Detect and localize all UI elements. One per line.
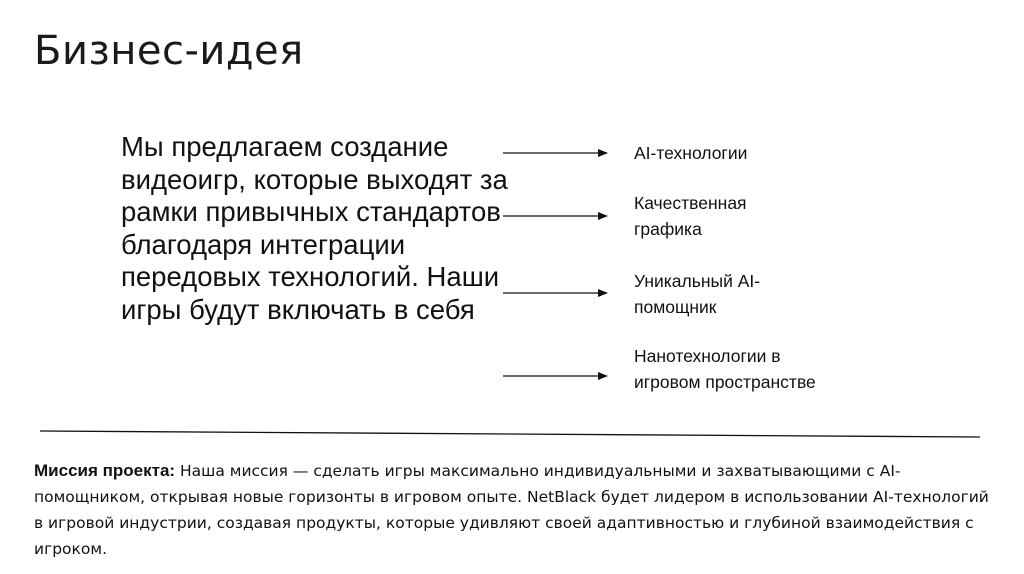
section-divider bbox=[40, 431, 980, 437]
page-title: Бизнес-идея bbox=[34, 28, 304, 74]
main-statement: Мы предлагаем создание видеоигр, которые выходят за рамки привычных стандартов благодаря интеграции передовых технологий. Наши игры будут включать в себя bbox=[121, 131, 508, 325]
feature-quality-graphics: Качественная графика bbox=[634, 193, 747, 239]
mission-label: Миссия проекта: bbox=[34, 461, 176, 480]
feature-ai-technologies: AI-технологии bbox=[634, 143, 748, 163]
mission-paragraph bbox=[34, 458, 994, 562]
feature-ai-assistant: Уникальный AI-помощник bbox=[634, 271, 761, 317]
feature-nanotechnologies: Нанотехнологии в игровом пространстве bbox=[634, 346, 816, 392]
mission-text: Наша миссия — сделать игры максимально индивидуальными и захватывающими с AI-помощником, открывая новые горизонты в игровом опыте. NetBlack будет лидером в использовании AI-технологий в игровой индустрии, создавая продукты, которые удивляют своей адаптивностью и глубиной взаимодействия с игроком. bbox=[34, 462, 989, 558]
